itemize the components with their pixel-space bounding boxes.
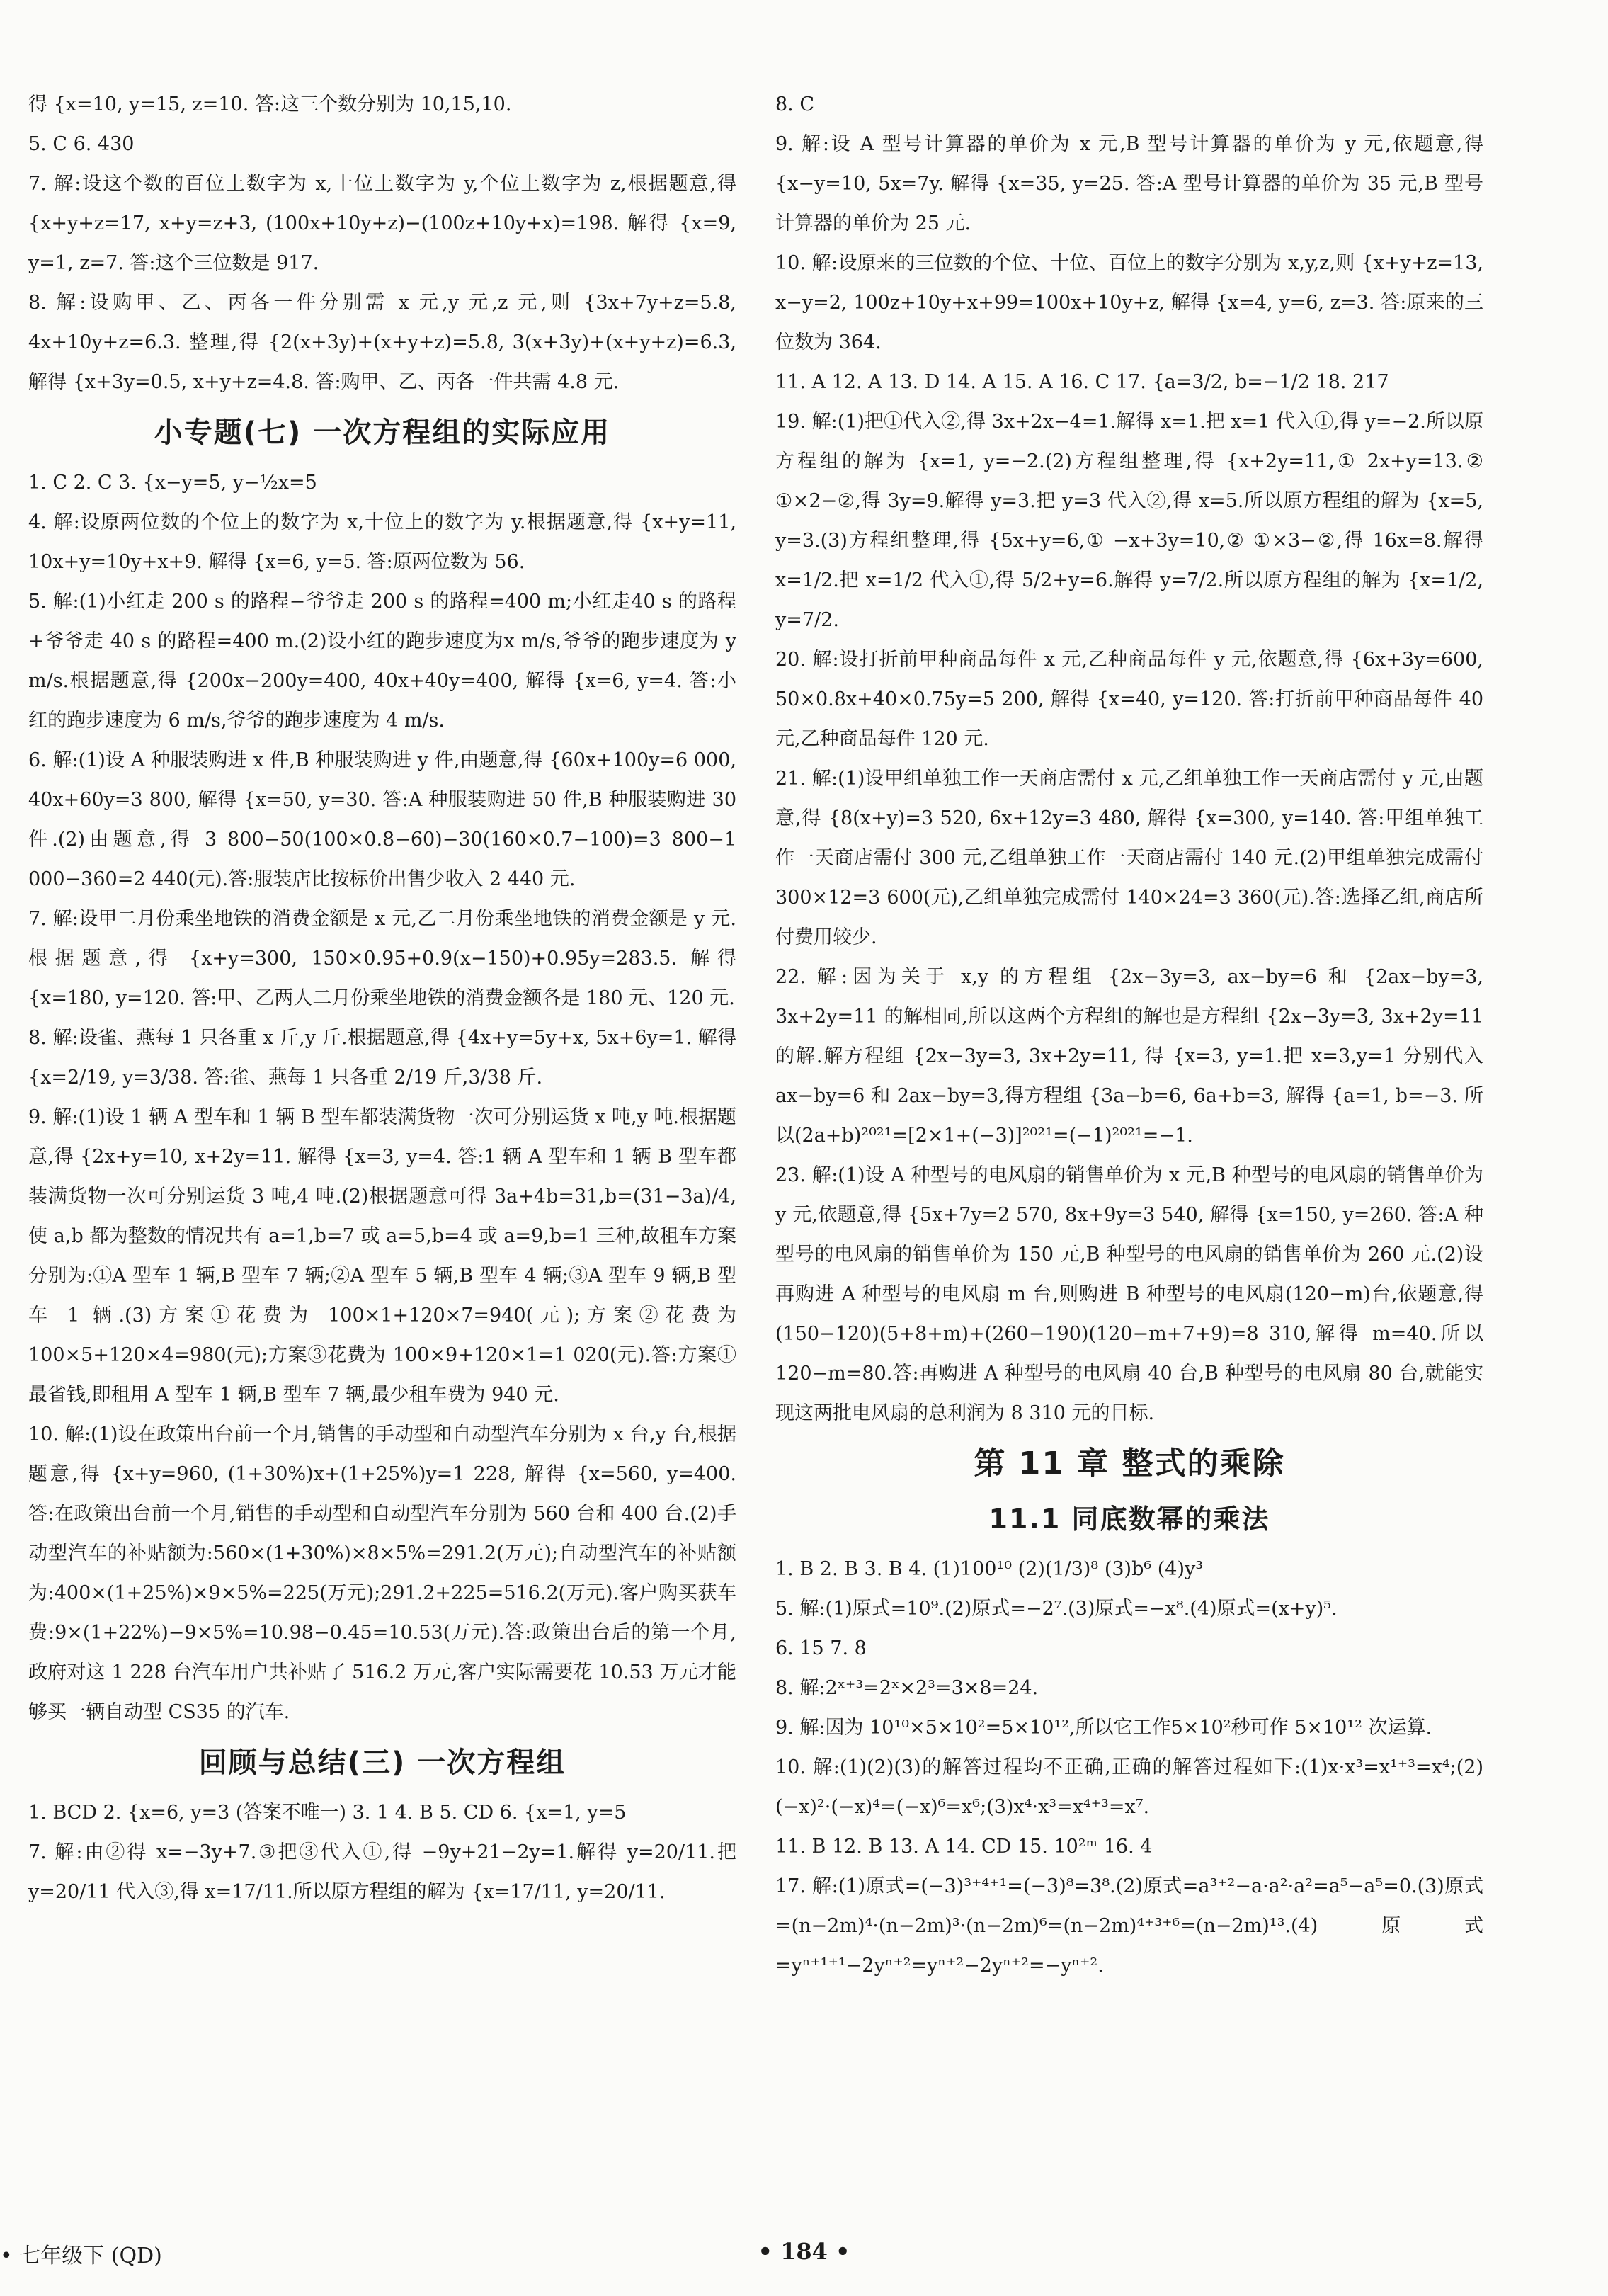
answer-item: 8. 解:设雀、燕每 1 只各重 x 斤,y 斤.根据题意,得 {4x+y=5y+x, 5x+6y=1. 解得 {x=2/19, y=3/38. 答:雀、燕每 1 只各重 2/19 斤,3/38 斤. [28,1027,736,1089]
answer-item: 10. 解:(1)(2)(3)的解答过程均不正确,正确的解答过程如下:(1)x·x³=x¹⁺³=x⁴;(2)(−x)²·(−x)⁴=(−x)⁶=x⁶;(3)x⁴·x³=x⁴⁺³=x⁷. [775,1756,1483,1818]
answer-item: 11. A 12. A 13. D 14. A 15. A 16. C 17. {a=3/2, b=−1/2 18. 217 [775,371,1389,393]
answer-item: 19. 解:(1)把①代入②,得 3x+2x−4=1.解得 x=1.把 x=1 代入①,得 y=−2.所以原方程组的解为 {x=1, y=−2.(2)方程组整理,得 {x+2y=11,① 2x+y=13.② ①×2−②,得 3y=9.解得 y=3.把 y=3 代入②,得 x=5.所以原方程组的解为 {x=5, y=3.(3)方程组整理,得 {5x+y=6,① −x+3y=10,② ①×3−②,得 16x=8.解得 x=1/2.把 x=1/2 代入①,得 5/2+y=6.解得 y=7/2.所以原方程组的解为 {x=1/2, y=7/2. [775,411,1483,631]
answer-item: 1. B 2. B 3. B 4. (1)100¹⁰ (2)(1/3)⁸ (3)b⁶ (4)y³ [775,1558,1204,1580]
answer-item: 5. 解:(1)原式=10⁹.(2)原式=−2⁷.(3)原式=−x⁸.(4)原式=(x+y)⁵. [775,1598,1338,1620]
answer-item: 9. 解:因为 10¹⁰×5×10²=5×10¹²,所以它工作5×10²秒可作 5×10¹² 次运算. [775,1717,1432,1739]
answer-item: 8. C [775,93,815,115]
answer-item: 17. 解:(1)原式=(−3)³⁺⁴⁺¹=(−3)⁸=3⁸.(2)原式=a³⁺²−a·a²·a²=a⁵−a⁵=0.(3)原式=(n−2m)⁴·(n−2m)³·(n−2m)⁶=(n−2m)⁴⁺³⁺⁶=(n−2m)¹³.(4)原式=yⁿ⁺¹⁺¹−2yⁿ⁺²=yⁿ⁺²−2yⁿ⁺²=−yⁿ⁺². [775,1875,1483,1977]
right-column [775,85,1483,1986]
answer-item: 9. 解:(1)设 1 辆 A 型车和 1 辆 B 型车都装满货物一次可分别运货 x 吨,y 吨.根据题意,得 {2x+y=10, x+2y=11. 解得 {x=3, y=4. 答:1 辆 A 型车和 1 辆 B 型车都装满货物一次可分别运货 3 吨,4 吨.(2)根据题意可得 3a+4b=31,b=(31−3a)/4,使 a,b 都为整数的情况共有 a=1,b=7 或 a=5,b=4 或 a=9,b=1 三种,故租车方案分别为:①A 型车 1 辆,B 型车 7 辆;②A 型车 5 辆,B 型车 4 辆;③A 型车 9 辆,B 型车 1 辆.(3)方案①花费为 100×1+120×7=940(元);方案②花费为 100×5+120×4=980(元);方案③花费为 100×9+120×1=1 020(元).答:方案①最省钱,即租用 A 型车 1 辆,B 型车 7 辆,最少租车费为 940 元. [28,1106,736,1406]
answer-item: 7. 解:设甲二月份乘坐地铁的消费金额是 x 元,乙二月份乘坐地铁的消费金额是 y 元.根据题意,得 {x+y=300, 150×0.95+0.9(x−150)+0.95y=283.5. 解得 {x=180, y=120. 答:甲、乙两人二月份乘坐地铁的消费金额各是 180 元、120 元. [28,908,736,1009]
grade-label: • 七年级下 (QD) [0,2244,162,2268]
section-title: 11.1 同底数幂的乘法 [988,1504,1270,1535]
answer-item: 7. 解:设这个数的百位上数字为 x,十位上数字为 y,个位上数字为 z,根据题意,得 {x+y+z=17, x+y=z+3, (100x+10y+z)−(100z+10y+x)=198. 解得 {x=9, y=1, z=7. 答:这个三位数是 917. [28,173,736,274]
left-column [28,85,736,1912]
answer-item: 20. 解:设打折前甲种商品每件 x 元,乙种商品每件 y 元,依题意,得 {6x+3y=600, 50×0.8x+40×0.75y=5 200, 解得 {x=40, y=120. 答:打折前甲种商品每件 40 元,乙种商品每件 120 元. [775,649,1483,750]
answer-item: 4. 解:设原两位数的个位上的数字为 x,十位上的数字为 y.根据题意,得 {x+y=11, 10x+y=10y+x+9. 解得 {x=6, y=5. 答:原两位数为 56. [28,511,736,573]
answer-item: 7. 解:由②得 x=−3y+7.③把③代入①,得 −9y+21−2y=1.解得 y=20/11.把 y=20/11 代入③,得 x=17/11.所以原方程组的解为 {x=17/11, y=20/11. [28,1841,736,1903]
answer-item: 9. 解:设 A 型号计算器的单价为 x 元,B 型号计算器的单价为 y 元,依题意,得 {x−y=10, 5x=7y. 解得 {x=35, y=25. 答:A 型号计算器的单价为 35 元,B 型号计算器的单价为 25 元. [775,133,1483,234]
section-title: 小专题(七) 一次方程组的实际应用 [154,416,611,449]
chapter-title: 第 11 章 整式的乘除 [974,1445,1285,1482]
section-title: 回顾与总结(三) 一次方程组 [198,1746,566,1779]
answer-item: 6. 15 7. 8 [775,1637,867,1659]
answer-item: 8. 解:2ˣ⁺³=2ˣ×2³=3×8=24. [775,1677,1039,1699]
answer-item: 5. C 6. 430 [28,133,135,155]
answer-item: 22. 解:因为关于 x,y 的方程组 {2x−3y=3, ax−by=6 和 {2ax−by=3, 3x+2y=11 的解相同,所以这两个方程组的解也是方程组 {2x−3y=3, 3x+2y=11 的解.解方程组 {2x−3y=3, 3x+2y=11, 得 {x=3, y=1.把 x=3,y=1 分别代入 ax−by=6 和 2ax−by=3,得方程组 {3a−b=6, 6a+b=3, 解得 {a=1, b=−3. 所以(2a+b)²⁰²¹=[2×1+(−3)]²⁰²¹=(−1)²⁰²¹=−1. [775,966,1483,1147]
answer-item: 得 {x=10, y=15, z=10. 答:这三个数分别为 10,15,10. [28,93,512,115]
page-number: • 184 • [758,2238,850,2265]
answer-item: 1. C 2. C 3. {x−y=5, y−½x=5 [28,472,317,494]
answer-item: 6. 解:(1)设 A 种服装购进 x 件,B 种服装购进 y 件,由题意,得 {60x+100y=6 000, 40x+60y=3 800, 解得 {x=50, y=30. 答:A 种服装购进 50 件,B 种服装购进 30 件.(2)由题意,得 3 800−50(100×0.8−60)−30(160×0.7−100)=3 800−1 000−360=2 440(元).答:服装店比按标价出售少收入 2 440 元. [28,749,736,890]
answer-item: 1. BCD 2. {x=6, y=3 (答案不唯一) 3. 1 4. B 5. CD 6. {x=1, y=5 [28,1802,627,1824]
answer-item: 8. 解:设购甲、乙、丙各一件分别需 x 元,y 元,z 元,则 {3x+7y+z=5.8, 4x+10y+z=6.3. 整理,得 {2(x+3y)+(x+y+z)=5.8, 3(x+3y)+(x+y+z)=6.3, 解得 {x+3y=0.5, x+y+z=4.8. 答:购甲、乙、丙各一件共需 4.8 元. [28,292,736,393]
answer-item: 23. 解:(1)设 A 种型号的电风扇的销售单价为 x 元,B 种型号的电风扇的销售单价为 y 元,依题意,得 {5x+7y=2 570, 8x+9y=3 540, 解得 {x=150, y=260. 答:A 种型号的电风扇的销售单价为 150 元,B 种型号的电风扇的销售单价为 260 元.(2)设再购进 A 种型号的电风扇 m 台,则购进 B 种型号的电风扇(120−m)台,依题意,得(150−120)(5+8+m)+(260−190)(120−m+7+9)=8 310,解得 m=40.所以 120−m=80.答:再购进 A 种型号的电风扇 40 台,B 种型号的电风扇 80 台,就能实现这两批电风扇的总利润为 8 310 元的目标. [775,1164,1483,1424]
answer-item: 21. 解:(1)设甲组单独工作一天商店需付 x 元,乙组单独工作一天商店需付 y 元,由题意,得 {8(x+y)=3 520, 6x+12y=3 480, 解得 {x=300, y=140. 答:甲组单独工作一天商店需付 300 元,乙组单独工作一天商店需付 140 元.(2)甲组单独完成需付 300×12=3 600(元),乙组单独完成需付 140×24=3 360(元).答:选择乙组,商店所付费用较少. [775,768,1483,948]
answer-item: 11. B 12. B 13. A 14. CD 15. 10²ᵐ 16. 4 [775,1836,1153,1858]
answer-item: 10. 解:设原来的三位数的个位、十位、百位上的数字分别为 x,y,z,则 {x+y+z=13, x−y=2, 100z+10y+x+99=100x+10y+z, 解得 {x=4, y=6, z=3. 答:原来的三位数为 364. [775,252,1483,353]
answer-item: 5. 解:(1)小红走 200 s 的路程−爷爷走 200 s 的路程=400 m;小红走40 s 的路程+爷爷走 40 s 的路程=400 m.(2)设小红的跑步速度为x m/s,爷爷的跑步速度为 y m/s.根据题意,得 {200x−200y=400, 40x+40y=400, 解得 {x=6, y=4. 答:小红的跑步速度为 6 m/s,爷爷的跑步速度为 4 m/s. [28,591,736,732]
answer-item: 10. 解:(1)设在政策出台前一个月,销售的手动型和自动型汽车分别为 x 台,y 台,根据题意,得 {x+y=960, (1+30%)x+(1+25%)y=1 228, 解得 {x=560, y=400. 答:在政策出台前一个月,销售的手动型和自动型汽车分别为 560 台和 400 台.(2)手动型汽车的补贴额为:560×(1+30%)×8×5%=291.2(万元);自动型汽车的补贴额为:400×(1+25%)×9×5%=225(万元);291.2+225=516.2(万元).客户购买获车费:9×(1+22%)−9×5%=10.98−0.45=10.53(万元).答:政策出台后的第一个月,政府对这 1 228 台汽车用户共补贴了 516.2 万元,客户实际需要花 10.53 万元才能够买一辆自动型 CS35 的汽车. [28,1423,736,1723]
